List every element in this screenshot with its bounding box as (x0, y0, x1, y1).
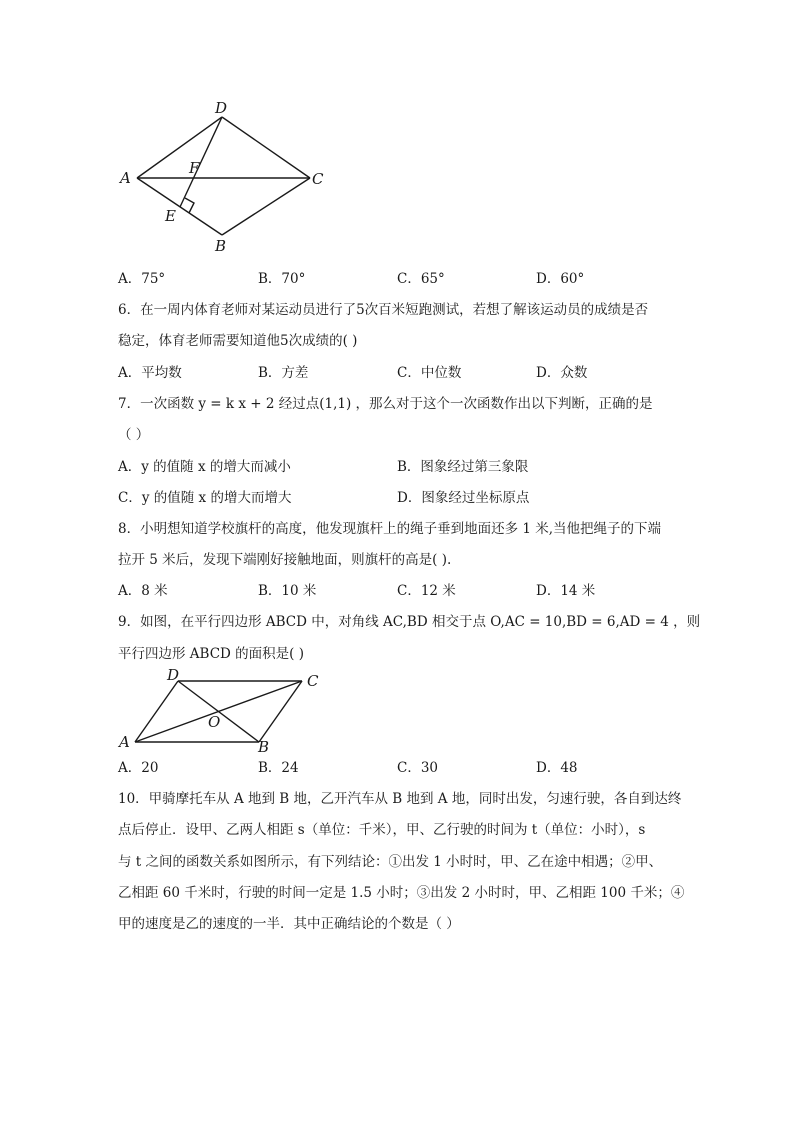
segment-de (180, 117, 222, 207)
q6-stem-line1: 6．在一周内体育老师对某运动员进行了5次百米短跑测试，若想了解该运动员的成绩是否 (118, 302, 649, 318)
q8-option-c: C．12 米 (397, 583, 456, 599)
label-b: B (215, 237, 227, 255)
q6-option-d: D．众数 (536, 365, 588, 381)
q7-option-c: C．y 的值随 x 的增大而增大 (118, 490, 292, 506)
side-cb (259, 681, 302, 742)
q6-option-c: C．中位数 (397, 365, 462, 381)
q9-option-b: B．24 (258, 760, 299, 776)
q6-option-b: B．方差 (258, 365, 309, 381)
q8-option-d: D．14 米 (536, 583, 596, 599)
figure-parallelogram-abcd (112, 664, 332, 756)
q10-stem-line4: 乙相距 60 千米时，行驶的时间一定是 1.5 小时；③出发 2 小时时，甲、乙相距 100 千米；④ (118, 885, 685, 901)
q8-stem-line2: 拉开 5 米后，发现下端刚好接触地面，则旗杆的高是( ). (118, 552, 452, 568)
segment-cb (222, 178, 310, 235)
segment-ad (137, 117, 222, 178)
side-da (135, 681, 178, 742)
q5-option-a: A．75° (118, 271, 166, 287)
q6-stem-line2: 稳定，体育老师需要知道他5次成绩的( ) (118, 333, 358, 349)
q7-stem-line1: 7．一次函数 y = k x + 2 经过点(1,1) ，那么对于这个一次函数作出以下判断，正确的是 (118, 396, 653, 412)
q7-option-d: D．图象经过坐标原点 (397, 490, 530, 506)
q10-stem-line3: 与 t 之间的函数关系如图所示，有下列结论：①出发 1 小时时，甲、乙在途中相遇；②甲、 (118, 854, 663, 870)
label-a: A (119, 733, 130, 751)
label-a: A (120, 169, 131, 187)
q9-option-d: D．48 (536, 760, 578, 776)
q6-option-a: A．平均数 (118, 365, 182, 381)
q5-option-b: B．70° (258, 271, 306, 287)
q8-option-b: B．10 米 (258, 583, 317, 599)
segment-dc (222, 117, 310, 178)
q5-option-c: C．65° (397, 271, 445, 287)
label-b: B (258, 738, 270, 756)
label-c: C (312, 170, 324, 188)
q9-stem-line2: 平行四边形 ABCD 的面积是( ) (118, 646, 304, 662)
label-d: D (215, 99, 228, 117)
figure-quadrilateral-abcd (110, 95, 340, 260)
q9-option-c: C．30 (397, 760, 439, 776)
q10-stem-line5: 甲的速度是乙的速度的一半．其中正确结论的个数是（ ） (118, 916, 460, 932)
label-c: C (307, 672, 319, 690)
q9-stem-line1: 9．如图，在平行四边形 ABCD 中，对角线 AC,BD 相交于点 O,AC = 10,BD = 6,AD = 4 ，则 (118, 614, 701, 630)
q5-option-d: D．60° (536, 271, 585, 287)
diagonal-bd (178, 681, 259, 742)
q9-option-a: A．20 (118, 760, 159, 776)
label-e: E (165, 207, 176, 225)
label-o: O (208, 713, 221, 731)
label-d: D (167, 666, 180, 684)
q7-stem-line2: （ ） (118, 427, 150, 443)
q7-option-b: B．图象经过第三象限 (397, 459, 529, 475)
q8-option-a: A．8 米 (118, 583, 168, 599)
q10-stem-line1: 10．甲骑摩托车从 A 地到 B 地，乙开汽车从 B 地到 A 地，同时出发，匀速行驶，各自到达终 (118, 791, 682, 807)
label-f: F (189, 159, 200, 177)
q10-stem-line2: 点后停止．设甲、乙两人相距 s（单位：千米），甲、乙行驶的时间为 t（单位：小时），s (118, 822, 646, 838)
q8-stem-line1: 8．小明想知道学校旗杆的高度，他发现旗杆上的绳子垂到地面还多 1 米,当他把绳子的下端 (118, 521, 662, 537)
q7-option-a: A．y 的值随 x 的增大而减小 (118, 459, 291, 475)
